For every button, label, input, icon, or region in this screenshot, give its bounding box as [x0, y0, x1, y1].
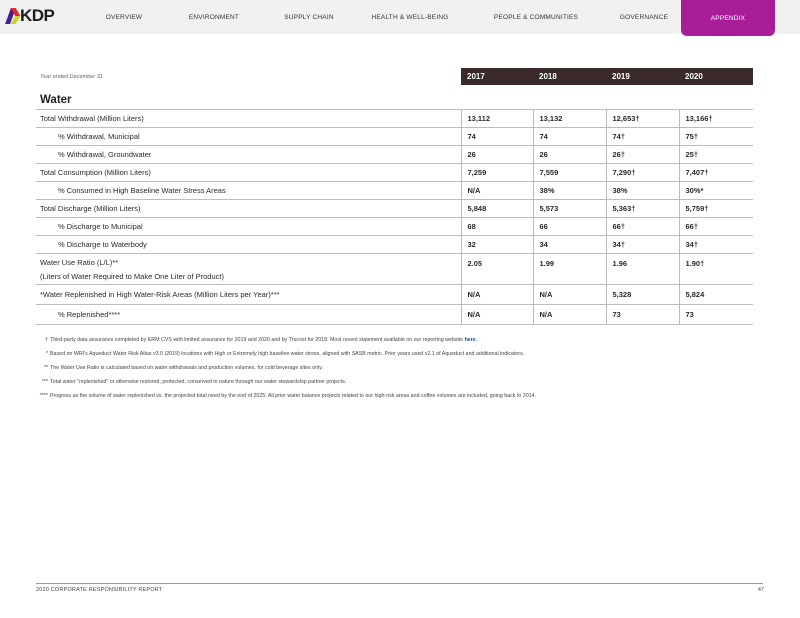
cell-2018: 13,132 [533, 109, 606, 127]
cell-2020: 75† [679, 127, 753, 145]
nav-overview[interactable]: OVERVIEW [105, 13, 143, 21]
cell-2019: 12,653† [606, 109, 679, 127]
cell-2020: 34† [679, 235, 753, 253]
cell-2019: 66† [606, 217, 679, 235]
year-header-2019: 2019 [606, 68, 679, 85]
cell-2017: N/A [461, 304, 533, 324]
cell-2017: 7,259 [461, 163, 533, 181]
nav-governance[interactable]: GOVERNANCE [619, 13, 669, 21]
row-label: % Consumed in High Baseline Water Stress Areas [36, 181, 461, 199]
cell-2018: 7,559 [533, 163, 606, 181]
footnote-mark: *** [41, 379, 48, 385]
reporting-website-link[interactable]: here [464, 337, 476, 343]
nav-health-well-being[interactable]: HEALTH & WELL-BEING [371, 13, 449, 21]
nav-environment[interactable]: ENVIRONMENT [188, 13, 240, 21]
row-label: Total Discharge (Million Liters) [36, 199, 461, 217]
cell-2020: 5,824 [679, 284, 753, 304]
cell-2017: 74 [461, 127, 533, 145]
cell-2018: 1.99 [533, 253, 606, 284]
row-label: % Discharge to Waterbody [36, 235, 461, 253]
row-label: Total Withdrawal (Million Liters) [36, 109, 461, 127]
cell-2018: 5,573 [533, 199, 606, 217]
year-header-2017: 2017 [461, 68, 533, 85]
cell-2019: 38% [606, 181, 679, 199]
table-header-row [36, 68, 753, 85]
cell-2017: 5,848 [461, 199, 533, 217]
cell-2017: 68 [461, 217, 533, 235]
water-use-ratio-row [36, 253, 753, 284]
cell-2017: 26 [461, 145, 533, 163]
row-label: *Water Replenished in High Water-Risk Areas (Million Liters per Year)*** [36, 284, 461, 304]
footnote-mark: * [45, 351, 48, 357]
cell-2020: 25† [679, 145, 753, 163]
row-label: % Replenished**** [36, 304, 461, 324]
cell-2019: 73 [606, 304, 679, 324]
footnote [30, 351, 540, 358]
cell-2020: 1.90† [679, 253, 753, 284]
nav-supply-chain[interactable]: SUPPLY CHAIN [284, 13, 334, 21]
row-label: % Discharge to Municipal [36, 217, 461, 235]
cell-2018: N/A [533, 284, 606, 304]
cell-2017: N/A [461, 284, 533, 304]
cell-2019: 34† [606, 235, 679, 253]
row-label [36, 253, 461, 284]
cell-2020: 5,759† [679, 199, 753, 217]
table-row [36, 109, 753, 127]
cell-2020: 73 [679, 304, 753, 324]
cell-2018: 26 [533, 145, 606, 163]
cell-2018: 66 [533, 217, 606, 235]
cell-2020: 30%* [679, 181, 753, 199]
footnote-text: Progress as the volume of water replenished vs. the projected total need by the end of 2025. All prior water balance projects related to our high-risk areas and coffee volumes are included, going back to 2014. [50, 393, 537, 399]
cell-2019: 1.96 [606, 253, 679, 284]
row-label: Total Consumption (Million Liters) [36, 163, 461, 181]
footnote [30, 379, 540, 386]
cell-2019: 5,328 [606, 284, 679, 304]
nav-appendix[interactable]: APPENDIX [681, 0, 775, 36]
section-header-row [36, 85, 753, 109]
nav-people-communities[interactable]: PEOPLE & COMMUNITIES [493, 13, 579, 21]
table-row [36, 181, 753, 199]
year-header-2018: 2018 [533, 68, 606, 85]
kdp-logo-mark-icon [8, 8, 19, 24]
cell-2018: 74 [533, 127, 606, 145]
cell-2017: N/A [461, 181, 533, 199]
footer-divider [36, 583, 763, 584]
top-navigation-bar [0, 0, 800, 34]
year-ended-label: Year ended December 31 [36, 68, 461, 85]
water-data-table [36, 68, 753, 325]
table-row [36, 145, 753, 163]
cell-2020: 7,407† [679, 163, 753, 181]
footnote [30, 365, 540, 372]
row-label: % Withdrawal, Municipal [36, 127, 461, 145]
table-row [36, 163, 753, 181]
cell-2017: 13,112 [461, 109, 533, 127]
table-row [36, 127, 753, 145]
table-row [36, 217, 753, 235]
cell-2017: 32 [461, 235, 533, 253]
year-header-2020: 2020 [679, 68, 753, 85]
footnote [30, 337, 540, 344]
table-row [36, 304, 753, 324]
footnote-text: Total water "replenished" or otherwise restored, protected, conserved in nature through our water stewardship partner projects. [50, 379, 347, 385]
cell-2019: 5,363† [606, 199, 679, 217]
ratio-label-line1: Water Use Ratio (L/L)** [40, 257, 119, 267]
footnote-mark: † [45, 337, 48, 343]
report-title: 2020 CORPORATE RESPONSIBILITY REPORT [36, 587, 163, 593]
table-row [36, 199, 753, 217]
footnote-text: Based on WRI's Aqueduct Water Risk Atlas v3.0 (2019) locations with High or Extremely high baseline water stress, aligned with SASB metric. Prior years used v2.1 of Aqueduct and additional indicators. [50, 351, 525, 357]
kdp-logo-text: KDP [20, 6, 55, 25]
cell-2018: 34 [533, 235, 606, 253]
cell-2017: 2.05 [461, 253, 533, 284]
cell-2018: N/A [533, 304, 606, 324]
page-number: 47 [757, 587, 764, 593]
cell-2019: 7,290† [606, 163, 679, 181]
table-row [36, 284, 753, 304]
row-label: % Withdrawal, Groundwater [36, 145, 461, 163]
footnote-text: The Water Use Ratio is calculated based on water withdrawals and production volumes, for cold beverage sites only. [50, 365, 323, 371]
table-row [36, 235, 753, 253]
cell-2018: 38% [533, 181, 606, 199]
footnote-mark: **** [39, 393, 48, 399]
cell-2020: 13,166† [679, 109, 753, 127]
footnote-mark: ** [43, 365, 48, 371]
footnotes [30, 337, 540, 407]
cell-2020: 66† [679, 217, 753, 235]
cell-2019: 26† [606, 145, 679, 163]
ratio-label-line2: (Liters of Water Required to Make One Liter of Product) [40, 271, 224, 281]
section-title: Water [36, 85, 753, 109]
footnote-text: Third-party data assurance completed by ERM CVS with limited assurance for 2019 and 2020 and by Trucost for 2018. Most recent statement available on our reporting website here. [50, 337, 478, 343]
footnote [30, 393, 540, 400]
cell-2019: 74† [606, 127, 679, 145]
kdp-logo[interactable] [8, 6, 54, 26]
